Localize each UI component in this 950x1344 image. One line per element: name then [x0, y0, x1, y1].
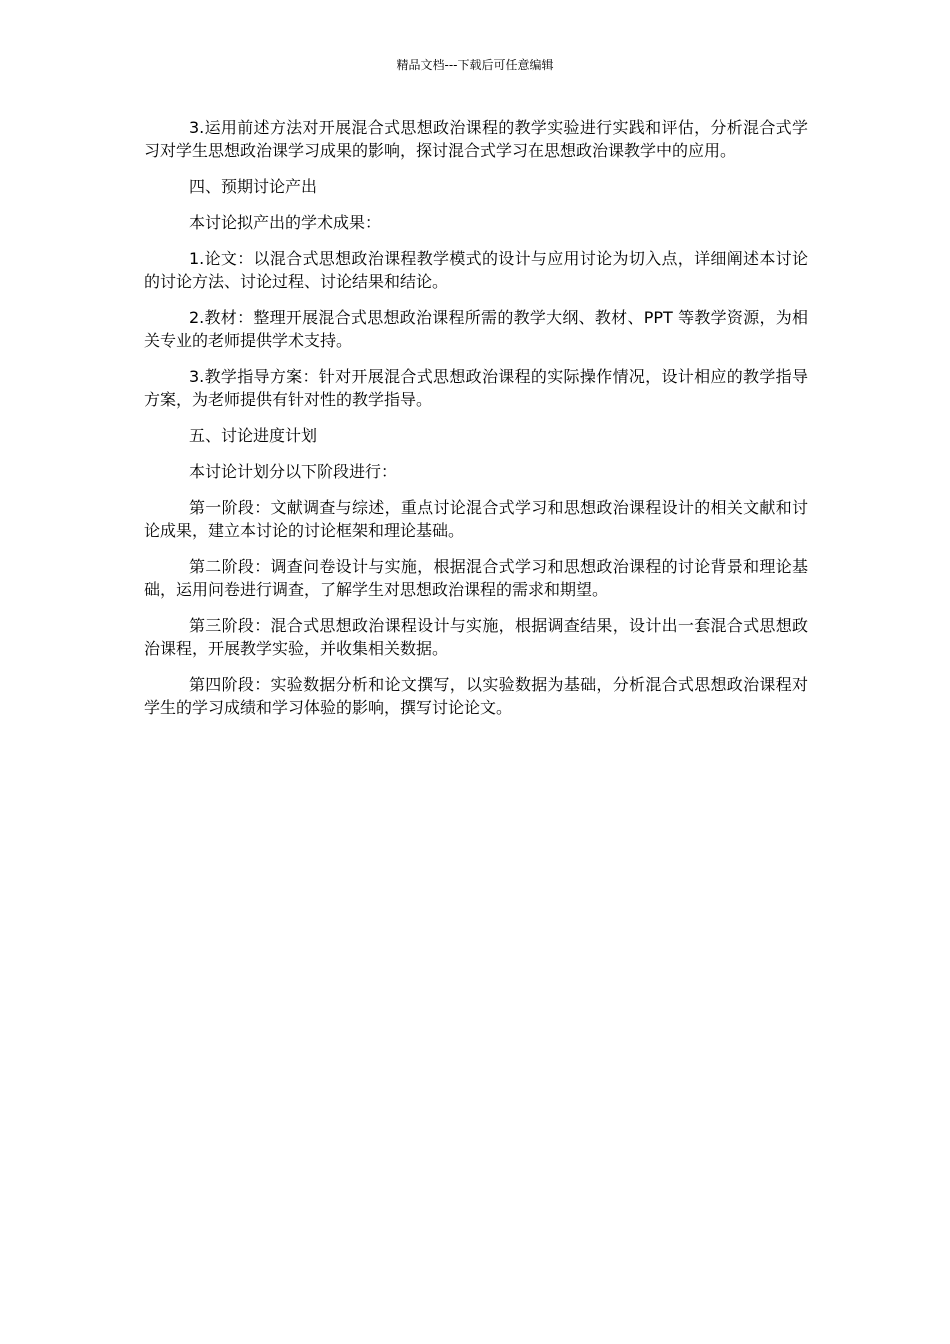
- paragraph-method-3: 3.运用前述方法对开展混合式思想政治课程的教学实验进行实践和评估，分析混合式学习对学生思想政治课学习成果的影响，探讨混合式学习在思想政治课教学中的应用。: [144, 118, 808, 160]
- page-header: 精品文档---下载后可任意编辑: [396, 58, 554, 72]
- paragraph-stage-4: 第四阶段：实验数据分析和论文撰写，以实验数据为基础，分析混合式思想政治课程对学生的学习成绩和学习体验的影响，撰写讨论论文。: [144, 675, 808, 717]
- paragraph-output-paper: 1.论文：以混合式思想政治课程教学模式的设计与应用讨论为切入点，详细阐述本讨论的讨论方法、讨论过程、讨论结果和结论。: [144, 249, 808, 291]
- paragraph-schedule-intro: 本讨论计划分以下阶段进行：: [189, 462, 398, 481]
- paragraph-output-guidance: 3.教学指导方案：针对开展混合式思想政治课程的实际操作情况，设计相应的教学指导方案，为老师提供有针对性的教学指导。: [144, 367, 808, 409]
- paragraph-stage-3: 第三阶段：混合式思想政治课程设计与实施，根据调查结果，设计出一套混合式思想政治课程，开展教学实验，并收集相关数据。: [144, 616, 808, 658]
- document-body: [144, 116, 808, 732]
- section-heading-schedule: 五、讨论进度计划: [189, 426, 318, 445]
- section-heading-expected-output: 四、预期讨论产出: [189, 177, 318, 196]
- paragraph-output-textbook: 2.教材：整理开展混合式思想政治课程所需的教学大纲、教材、PPT 等教学资源，为相关专业的老师提供学术支持。: [144, 308, 808, 350]
- paragraph-stage-1: 第一阶段：文献调查与综述，重点讨论混合式学习和思想政治课程设计的相关文献和讨论成果，建立本讨论的讨论框架和理论基础。: [144, 498, 808, 540]
- paragraph-stage-2: 第二阶段：调查问卷设计与实施，根据混合式学习和思想政治课程的讨论背景和理论基础，运用问卷进行调查，了解学生对思想政治课程的需求和期望。: [144, 557, 808, 599]
- paragraph-output-intro: 本讨论拟产出的学术成果：: [189, 213, 382, 232]
